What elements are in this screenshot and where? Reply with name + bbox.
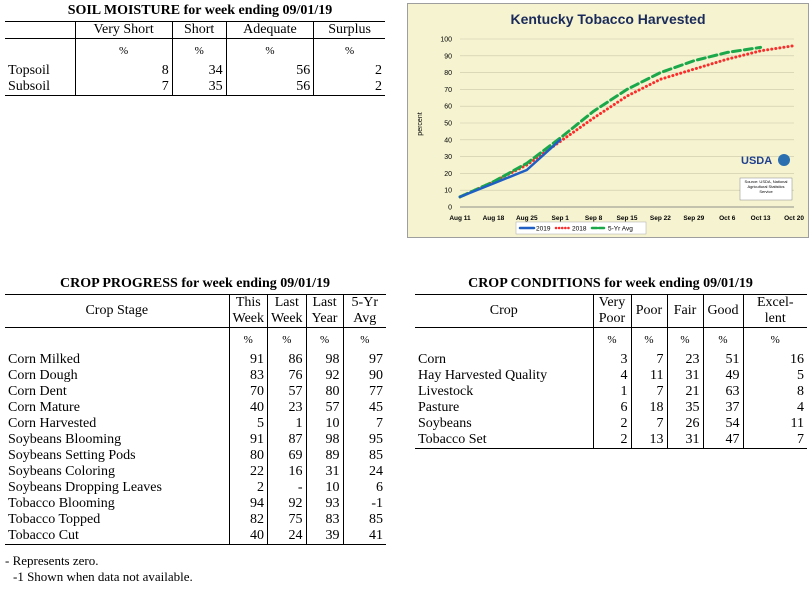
cell: 87 (268, 432, 307, 448)
cell: 3 (593, 352, 631, 368)
cell: 54 (703, 416, 743, 432)
cell: 80 (229, 448, 268, 464)
progress-header-this-week: This Week (229, 295, 268, 328)
conditions-header-poor: Poor (631, 295, 667, 328)
y-tick-label: 50 (444, 120, 452, 128)
cell: 11 (743, 416, 807, 432)
row-label: Corn Milked (8, 351, 80, 367)
cell: 1 (593, 384, 631, 400)
cell: 31 (667, 432, 703, 449)
soil-header-surplus: Surplus (314, 22, 385, 39)
cell: 57 (306, 400, 343, 416)
cell: 23 (268, 400, 307, 416)
cell: 83 (306, 512, 343, 528)
cell: 47 (703, 432, 743, 449)
row-label: Soybeans Coloring (8, 463, 115, 479)
row-label: Topsoil (8, 62, 50, 78)
table-row (5, 528, 386, 545)
cell: 6 (593, 400, 631, 416)
source-caption: Source: USDA, National Agricultural Statistics Service (744, 179, 788, 194)
unit-label: % (631, 328, 667, 352)
soil-moisture-table (5, 21, 385, 96)
y-tick-label: 60 (444, 103, 452, 111)
x-tick-label: Oct 6 (719, 215, 736, 222)
cell: 7 (631, 416, 667, 432)
cell: 93 (306, 496, 343, 512)
crop-progress-title: CROP PROGRESS for week ending 09/01/19 (59, 276, 331, 291)
row-label: Subsoil (5, 79, 75, 96)
cell: 4 (593, 368, 631, 384)
legend-label: 2019 (536, 225, 551, 233)
y-tick-label: 30 (444, 154, 452, 162)
row-label: Soybeans (418, 415, 472, 431)
cell: 7 (343, 416, 386, 432)
cell: 91 (229, 432, 268, 448)
table-row (5, 79, 385, 96)
cell: 82 (229, 512, 268, 528)
cell: 90 (343, 368, 386, 384)
table-row (5, 432, 386, 448)
cell: 85 (343, 512, 386, 528)
conditions-header-very-poor: Very Poor (593, 295, 631, 328)
unit-label: % (226, 39, 314, 63)
row-label: Corn Dough (8, 367, 78, 383)
cell: 16 (268, 464, 307, 480)
row-label: Soybeans Dropping Leaves (8, 479, 162, 495)
cell: 56 (226, 79, 314, 96)
usda-logo-text: USDA (741, 155, 773, 167)
crop-conditions-title: CROP CONDITIONS for week ending 09/01/19 (468, 276, 753, 291)
cell: 7 (75, 79, 172, 96)
table-row (5, 416, 386, 432)
soil-header-adequate: Adequate (226, 22, 314, 39)
cell: 18 (631, 400, 667, 416)
conditions-header-good: Good (703, 295, 743, 328)
row-label: Tobacco Topped (8, 511, 101, 527)
y-tick-label: 10 (444, 187, 452, 195)
y-tick-label: 100 (440, 36, 452, 44)
cell: 7 (631, 352, 667, 368)
cell: 5 (229, 416, 268, 432)
table-row (5, 480, 386, 496)
cell: 92 (306, 368, 343, 384)
cell: 23 (667, 352, 703, 368)
table-row (5, 384, 386, 400)
cell: 2 (314, 79, 385, 96)
cell: 76 (268, 368, 307, 384)
cell: 49 (703, 368, 743, 384)
note-not-available: -1 Shown when data not available. (13, 569, 193, 584)
table-row (415, 384, 807, 400)
x-tick-label: Sep 1 (551, 215, 569, 222)
unit-label: % (172, 39, 226, 63)
cell: 1 (268, 416, 307, 432)
progress-header-last-week: Last Week (268, 295, 307, 328)
cell: 95 (343, 432, 386, 448)
table-row (5, 400, 386, 416)
table-row (5, 352, 386, 368)
cell: 86 (268, 352, 307, 368)
cell: 2 (229, 480, 268, 496)
cell: 57 (268, 384, 307, 400)
cell: 34 (172, 63, 226, 79)
x-tick-label: Sep 22 (649, 215, 671, 222)
conditions-header-fair: Fair (667, 295, 703, 328)
progress-header-5yr-avg: 5-Yr Avg (343, 295, 386, 328)
unit-label: % (306, 328, 343, 352)
legend-label: 5-Yr Avg (608, 225, 633, 233)
cell: 21 (667, 384, 703, 400)
table-row (5, 368, 386, 384)
cell: - (268, 480, 307, 496)
row-label: Corn Harvested (8, 415, 97, 431)
cell: -1 (343, 496, 386, 512)
cell: 70 (229, 384, 268, 400)
cell: 31 (667, 368, 703, 384)
cell: 16 (743, 352, 807, 368)
unit-label: % (593, 328, 631, 352)
cell: 7 (743, 432, 807, 449)
legend-label: 2018 (572, 225, 587, 233)
row-label: Tobacco Cut (5, 528, 229, 545)
row-label: Livestock (418, 383, 474, 399)
usda-logo-icon (778, 154, 790, 166)
cell: 2 (314, 63, 385, 79)
x-tick-label: Oct 13 (750, 215, 771, 222)
cell: 45 (343, 400, 386, 416)
cell: 92 (268, 496, 307, 512)
unit-label: % (703, 328, 743, 352)
cell: 77 (343, 384, 386, 400)
y-tick-label: 70 (444, 86, 452, 94)
cell: 39 (306, 528, 343, 545)
series-line-5-yr-avg (460, 47, 761, 197)
cell: 11 (631, 368, 667, 384)
conditions-header-excellent: Excel- lent (743, 295, 807, 328)
cell: 98 (306, 352, 343, 368)
cell: 2 (593, 432, 631, 449)
unit-label: % (268, 328, 307, 352)
conditions-header-crop: Crop (415, 295, 593, 328)
cell: 40 (229, 400, 268, 416)
crop-conditions-table (415, 294, 807, 449)
x-tick-label: Aug 25 (515, 215, 538, 222)
row-label: Tobacco Set (415, 432, 593, 449)
soil-header-very-short: Very Short (75, 22, 172, 39)
cell: 35 (667, 400, 703, 416)
cell: 69 (268, 448, 307, 464)
x-tick-label: Oct 20 (784, 215, 804, 222)
table-row (415, 352, 807, 368)
row-label: Soybeans Setting Pods (8, 447, 136, 463)
x-tick-label: Sep 8 (584, 215, 603, 222)
table-row (415, 416, 807, 432)
cell: 56 (226, 63, 314, 79)
chart-canvas (408, 4, 808, 237)
soil-header-short: Short (172, 22, 226, 39)
unit-label: % (75, 39, 172, 63)
cell: 22 (229, 464, 268, 480)
row-label: Corn Dent (8, 383, 67, 399)
cell: 8 (75, 63, 172, 79)
note-represents-zero: - Represents zero. (5, 553, 99, 568)
cell: 37 (703, 400, 743, 416)
cell: 85 (343, 448, 386, 464)
cell: 13 (631, 432, 667, 449)
cell: 24 (343, 464, 386, 480)
cell: 41 (343, 528, 386, 545)
cell: 98 (306, 432, 343, 448)
y-tick-label: 0 (448, 204, 452, 212)
table-row (415, 368, 807, 384)
cell: 94 (229, 496, 268, 512)
cell: 26 (667, 416, 703, 432)
unit-label: % (743, 328, 807, 352)
cell: 83 (229, 368, 268, 384)
cell: 80 (306, 384, 343, 400)
cell: 35 (172, 79, 226, 96)
table-row (5, 464, 386, 480)
table-row (5, 496, 386, 512)
row-label: Tobacco Blooming (8, 495, 115, 511)
x-tick-label: Sep 15 (616, 215, 638, 222)
cell: 10 (306, 480, 343, 496)
cell: 63 (703, 384, 743, 400)
cell: 8 (743, 384, 807, 400)
row-label: Soybeans Blooming (8, 431, 122, 447)
unit-label: % (343, 328, 386, 352)
x-tick-label: Aug 18 (482, 215, 505, 222)
x-tick-label: Sep 29 (683, 215, 705, 222)
table-row (5, 448, 386, 464)
y-tick-label: 20 (444, 170, 452, 178)
row-label: Corn (418, 351, 446, 367)
y-tick-label: 80 (444, 70, 452, 78)
cell: 89 (306, 448, 343, 464)
cell: 24 (268, 528, 307, 545)
unit-label: % (314, 39, 385, 63)
chart-title: Kentucky Tobacco Harvested (510, 11, 706, 27)
cell: 5 (743, 368, 807, 384)
progress-header-last-year: Last Year (306, 295, 343, 328)
soil-moisture-title: SOIL MOISTURE for week ending 09/01/19 (67, 3, 333, 18)
cell: 2 (593, 416, 631, 432)
cell: 10 (306, 416, 343, 432)
progress-header-crop-stage: Crop Stage (5, 295, 229, 328)
cell: 4 (743, 400, 807, 416)
cell: 97 (343, 352, 386, 368)
cell: 51 (703, 352, 743, 368)
unit-label: % (229, 328, 268, 352)
y-tick-label: 90 (444, 53, 452, 61)
table-row (415, 432, 807, 449)
table-row (5, 63, 385, 79)
unit-label: % (667, 328, 703, 352)
cell: 6 (343, 480, 386, 496)
cell: 40 (229, 528, 268, 545)
cell: 31 (306, 464, 343, 480)
crop-progress-table (5, 294, 386, 545)
row-label: Pasture (418, 399, 460, 415)
y-tick-label: 40 (444, 137, 452, 145)
cell: 7 (631, 384, 667, 400)
row-label: Hay Harvested Quality (418, 367, 548, 383)
table-row (5, 512, 386, 528)
tobacco-harvested-chart (407, 3, 809, 238)
usda-logo (740, 154, 792, 200)
row-label: Corn Mature (8, 399, 80, 415)
y-axis-label: percent (417, 112, 424, 136)
soil-header-blank (5, 22, 75, 39)
x-tick-label: Aug 11 (449, 215, 471, 222)
cell: 91 (229, 352, 268, 368)
table-row (415, 400, 807, 416)
cell: 75 (268, 512, 307, 528)
